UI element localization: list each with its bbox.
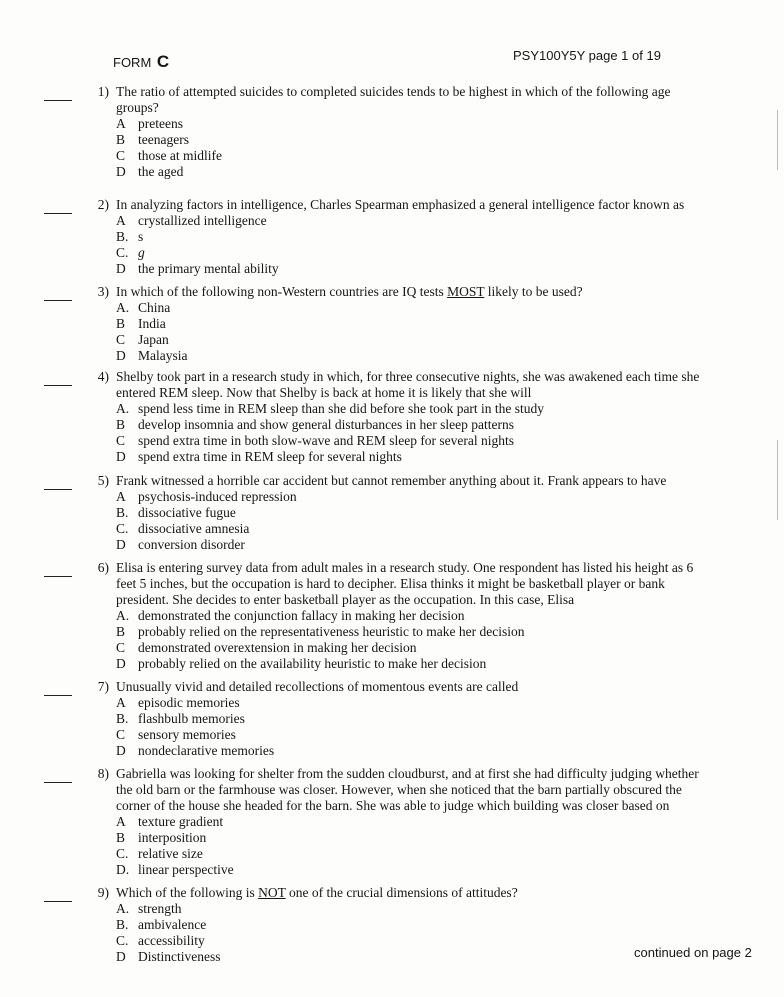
question-3 bbox=[0, 278, 784, 362]
option-text: teenagers bbox=[138, 132, 189, 147]
option-text: g bbox=[138, 245, 145, 260]
option-c bbox=[116, 727, 784, 743]
option-text: demonstrated overextension in making her decision bbox=[138, 640, 417, 655]
option-text: Malaysia bbox=[138, 348, 188, 363]
continued-note: continued on page 2 bbox=[634, 945, 752, 960]
option-c bbox=[116, 332, 784, 348]
option-text: texture gradient bbox=[138, 814, 224, 829]
option-letter: A bbox=[116, 116, 126, 131]
option-a bbox=[116, 213, 784, 229]
question-5 bbox=[0, 467, 784, 553]
stem-emphasis: NOT bbox=[258, 885, 286, 900]
option-c bbox=[116, 148, 784, 164]
option-text: strength bbox=[138, 901, 182, 916]
answer-blank bbox=[44, 782, 72, 783]
option-text: accessibility bbox=[138, 933, 205, 948]
option-letter: D bbox=[116, 449, 126, 464]
option-d bbox=[116, 862, 784, 878]
option-text: develop insomnia and show general disturbances in her sleep patterns bbox=[138, 417, 515, 432]
option-c bbox=[116, 433, 784, 449]
option-text: spend less time in REM sleep than she did before she took part in the study bbox=[138, 401, 545, 416]
option-d bbox=[116, 164, 784, 180]
option-a bbox=[116, 695, 784, 711]
option-text: demonstrated the conjunction fallacy in making her decision bbox=[138, 608, 465, 623]
question-number: 8) bbox=[97, 766, 109, 781]
question-number: 3) bbox=[97, 284, 109, 299]
option-letter: D bbox=[116, 164, 126, 179]
option-b bbox=[116, 417, 784, 433]
option-letter: C bbox=[116, 332, 126, 347]
form-letter: C bbox=[156, 52, 170, 71]
question-number: 7) bbox=[97, 679, 109, 694]
option-b bbox=[116, 132, 784, 148]
option-letter: D. bbox=[116, 862, 130, 877]
stem-emphasis: MOST bbox=[447, 284, 485, 299]
option-text: the aged bbox=[138, 164, 184, 179]
answer-blank bbox=[44, 901, 72, 902]
scan-edge-mark bbox=[777, 440, 778, 520]
option-letter: C. bbox=[116, 846, 129, 861]
answer-blank bbox=[44, 576, 72, 577]
question-number: 6) bbox=[97, 560, 109, 575]
option-list bbox=[116, 300, 784, 364]
option-b bbox=[116, 830, 784, 846]
option-text: s bbox=[138, 229, 144, 244]
option-text: probably relied on the representativeness heuristic to make her decision bbox=[138, 624, 525, 639]
question-number: 1) bbox=[97, 84, 109, 99]
option-list bbox=[116, 695, 784, 759]
option-letter: A. bbox=[116, 608, 130, 623]
option-c bbox=[116, 846, 784, 862]
option-letter: B bbox=[116, 830, 126, 845]
option-letter: A bbox=[116, 814, 126, 829]
answer-blank bbox=[44, 489, 72, 490]
option-text: preteens bbox=[138, 116, 183, 131]
option-text: dissociative amnesia bbox=[138, 521, 250, 536]
question-stem: Elisa is entering survey data from adult males in a research study. One respondent has listed his height as 6 feet 5 inches, but the occupation is hard to decipher. Elisa thinks it might be basketball player or bank president. She decides to enter basketball player as the occupation. In this case, Elisa bbox=[116, 560, 694, 607]
option-b bbox=[116, 624, 784, 640]
answer-blank bbox=[44, 100, 72, 101]
option-text: sensory memories bbox=[138, 727, 236, 742]
option-a bbox=[116, 814, 784, 830]
question-6 bbox=[0, 554, 784, 672]
option-list bbox=[116, 489, 784, 553]
question-7 bbox=[0, 673, 784, 759]
question-stem: Unusually vivid and detailed recollections of momentous events are called bbox=[116, 679, 519, 694]
question-number: 2) bbox=[97, 197, 109, 212]
option-list bbox=[116, 116, 784, 180]
question-list bbox=[0, 78, 784, 966]
option-a bbox=[116, 300, 784, 316]
option-d bbox=[116, 261, 784, 277]
option-text: episodic memories bbox=[138, 695, 240, 710]
option-letter: A. bbox=[116, 300, 130, 315]
option-a bbox=[116, 489, 784, 505]
option-text: conversion disorder bbox=[138, 537, 245, 552]
option-d bbox=[116, 537, 784, 553]
option-letter: B. bbox=[116, 917, 129, 932]
option-letter: C. bbox=[116, 933, 129, 948]
option-letter: C. bbox=[116, 521, 129, 536]
option-letter: C bbox=[116, 727, 126, 742]
option-list bbox=[116, 814, 784, 878]
option-letter: A bbox=[116, 489, 126, 504]
option-b bbox=[116, 711, 784, 727]
stem-text: Which of the following is bbox=[116, 885, 259, 900]
option-letter: B bbox=[116, 132, 126, 147]
form-label bbox=[113, 52, 169, 72]
option-text: nondeclarative memories bbox=[138, 743, 275, 758]
option-letter: D bbox=[116, 743, 126, 758]
option-list bbox=[116, 213, 784, 277]
option-text: spend extra time in REM sleep for several nights bbox=[138, 449, 402, 464]
question-number: 9) bbox=[97, 885, 109, 900]
option-a bbox=[116, 401, 784, 417]
option-text: ambivalence bbox=[138, 917, 207, 932]
answer-blank bbox=[44, 213, 72, 214]
option-c bbox=[116, 640, 784, 656]
option-d bbox=[116, 348, 784, 364]
option-letter: B bbox=[116, 417, 126, 432]
option-text: India bbox=[138, 316, 166, 331]
option-a bbox=[116, 608, 784, 624]
stem-text: likely to be used? bbox=[484, 284, 583, 299]
option-b bbox=[116, 917, 784, 933]
option-letter: B. bbox=[116, 229, 129, 244]
question-stem: Shelby took part in a research study in which, for three consecutive nights, she was awakened each time she entered REM sleep. Now that Shelby is back at home it is likely that she will bbox=[116, 369, 700, 400]
option-letter: A. bbox=[116, 401, 130, 416]
option-text: interposition bbox=[138, 830, 207, 845]
option-letter: B. bbox=[116, 505, 129, 520]
option-text: crystallized intelligence bbox=[138, 213, 267, 228]
option-letter: C. bbox=[116, 245, 129, 260]
option-text: flashbulb memories bbox=[138, 711, 245, 726]
stem-text: In which of the following non-Western countries are IQ tests bbox=[116, 284, 448, 299]
option-letter: C bbox=[116, 148, 126, 163]
option-text: Distinctiveness bbox=[138, 949, 221, 964]
option-letter: A. bbox=[116, 901, 130, 916]
question-1 bbox=[0, 78, 784, 190]
option-text: psychosis-induced repression bbox=[138, 489, 297, 504]
option-c bbox=[116, 245, 784, 261]
question-stem bbox=[116, 879, 716, 901]
option-list bbox=[116, 401, 784, 465]
option-letter: B bbox=[116, 624, 126, 639]
question-2 bbox=[0, 191, 784, 277]
option-text: Japan bbox=[138, 332, 169, 347]
option-letter: D bbox=[116, 537, 126, 552]
option-letter: C bbox=[116, 640, 126, 655]
option-text: dissociative fugue bbox=[138, 505, 236, 520]
option-b bbox=[116, 229, 784, 245]
question-stem: The ratio of attempted suicides to completed suicides tends to be highest in which of the following age groups? bbox=[116, 84, 671, 115]
stem-text: one of the crucial dimensions of attitudes? bbox=[285, 885, 518, 900]
question-stem: Gabriella was looking for shelter from the sudden cloudburst, and at first she had difficulty judging whether the old barn or the farmhouse was closer. However, when she noticed that the barn partially obscured the corner of the house she headed for the barn. She was able to judge which building was closer based on bbox=[116, 766, 699, 813]
option-text: probably relied on the availability heuristic to make her decision bbox=[138, 656, 487, 671]
option-c bbox=[116, 521, 784, 537]
option-d bbox=[116, 743, 784, 759]
question-number: 4) bbox=[97, 369, 109, 384]
option-text: those at midlife bbox=[138, 148, 222, 163]
option-text: spend extra time in both slow-wave and REM sleep for several nights bbox=[138, 433, 515, 448]
form-label-text: FORM bbox=[113, 55, 152, 70]
answer-blank bbox=[44, 385, 72, 386]
question-number: 5) bbox=[97, 473, 109, 488]
question-4 bbox=[0, 363, 784, 466]
scan-edge-mark bbox=[777, 110, 778, 170]
option-b bbox=[116, 505, 784, 521]
option-letter: C bbox=[116, 433, 126, 448]
option-a bbox=[116, 116, 784, 132]
course-page-indicator: PSY100Y5Y page 1 of 19 bbox=[513, 48, 661, 63]
option-letter: A bbox=[116, 213, 126, 228]
option-d bbox=[116, 656, 784, 672]
option-letter: D bbox=[116, 656, 126, 671]
option-d bbox=[116, 449, 784, 465]
option-letter: D bbox=[116, 261, 126, 276]
question-8 bbox=[0, 760, 784, 878]
question-stem bbox=[116, 278, 716, 300]
option-letter: B bbox=[116, 316, 126, 331]
option-text: the primary mental ability bbox=[138, 261, 279, 276]
option-text: linear perspective bbox=[138, 862, 234, 877]
option-letter: D bbox=[116, 348, 126, 363]
option-letter: D bbox=[116, 949, 126, 964]
question-stem: Frank witnessed a horrible car accident but cannot remember anything about it. Frank appears to have bbox=[116, 473, 667, 488]
question-stem: In analyzing factors in intelligence, Charles Spearman emphasized a general intelligence factor known as bbox=[116, 197, 685, 212]
option-b bbox=[116, 316, 784, 332]
option-text: relative size bbox=[138, 846, 203, 861]
option-list bbox=[116, 608, 784, 672]
option-letter: B. bbox=[116, 711, 129, 726]
option-a bbox=[116, 901, 784, 917]
answer-blank bbox=[44, 300, 72, 301]
answer-blank bbox=[44, 695, 72, 696]
option-text: China bbox=[138, 300, 171, 315]
option-letter: A bbox=[116, 695, 126, 710]
